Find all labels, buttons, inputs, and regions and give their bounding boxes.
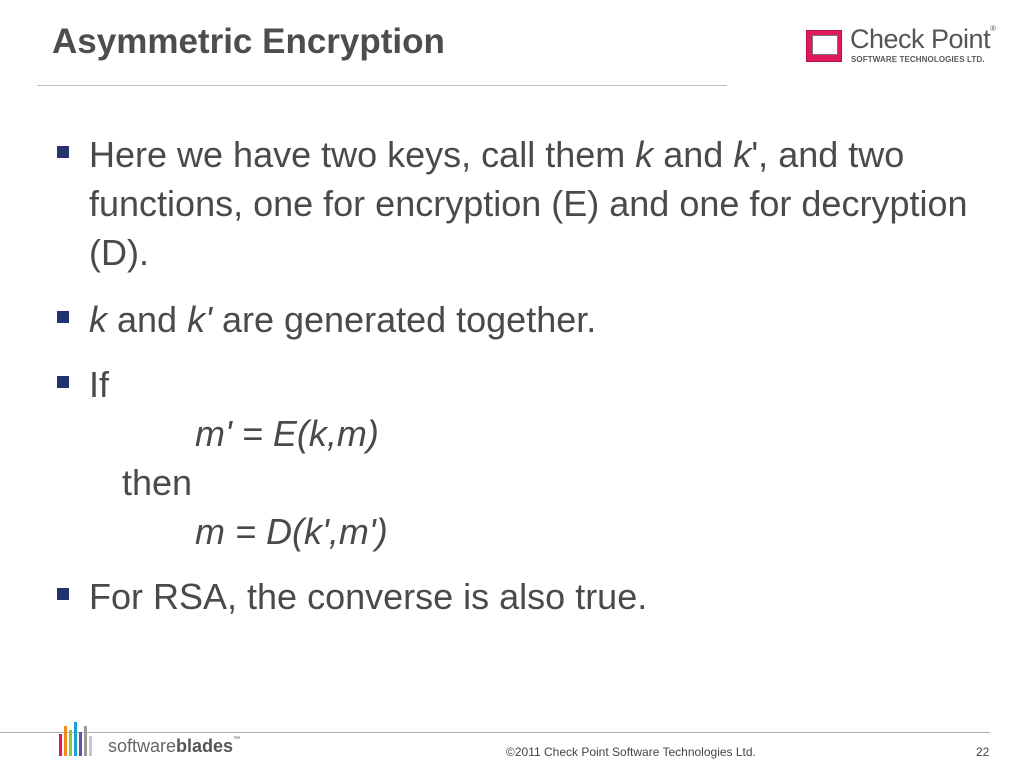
bullet-item: Here we have two keys, call them k and k', and two functions, one for encryption (E) and one for decryption (D). — [54, 130, 994, 277]
key-k: k — [635, 134, 654, 175]
encryption-formula: m' = E(k,m) — [195, 413, 379, 454]
square-bullet-icon — [57, 146, 69, 158]
key-k-prime: k' — [187, 299, 212, 340]
logo-name: Check Point® — [850, 24, 996, 54]
key-k-prime: k — [733, 134, 752, 175]
logo-tagline: SOFTWARE TECHNOLOGIES LTD. — [851, 55, 985, 64]
then-label: then — [122, 462, 193, 503]
bullet-list — [54, 130, 994, 621]
if-label: If — [89, 364, 110, 405]
square-bullet-icon — [57, 376, 69, 388]
decryption-formula: m = D(k',m') — [195, 511, 388, 552]
bullet-item: k and k' are generated together. — [54, 295, 994, 344]
key-k: k — [89, 299, 107, 340]
check-point-logo-icon — [806, 30, 842, 62]
title-divider — [37, 85, 727, 86]
softwareblades-logo — [55, 720, 255, 760]
copyright-notice: ©2011 Check Point Software Technologies Ltd. — [506, 745, 756, 759]
page-number: 22 — [976, 745, 990, 759]
bullet-item: For RSA, the converse is also true. — [54, 572, 994, 621]
check-point-logo — [806, 24, 998, 68]
square-bullet-icon — [57, 311, 69, 323]
bullet-item — [54, 360, 994, 556]
slide-title: Asymmetric Encryption — [52, 22, 445, 61]
softwareblades-wordmark: softwareblades™ — [108, 736, 241, 756]
square-bullet-icon — [57, 588, 69, 600]
